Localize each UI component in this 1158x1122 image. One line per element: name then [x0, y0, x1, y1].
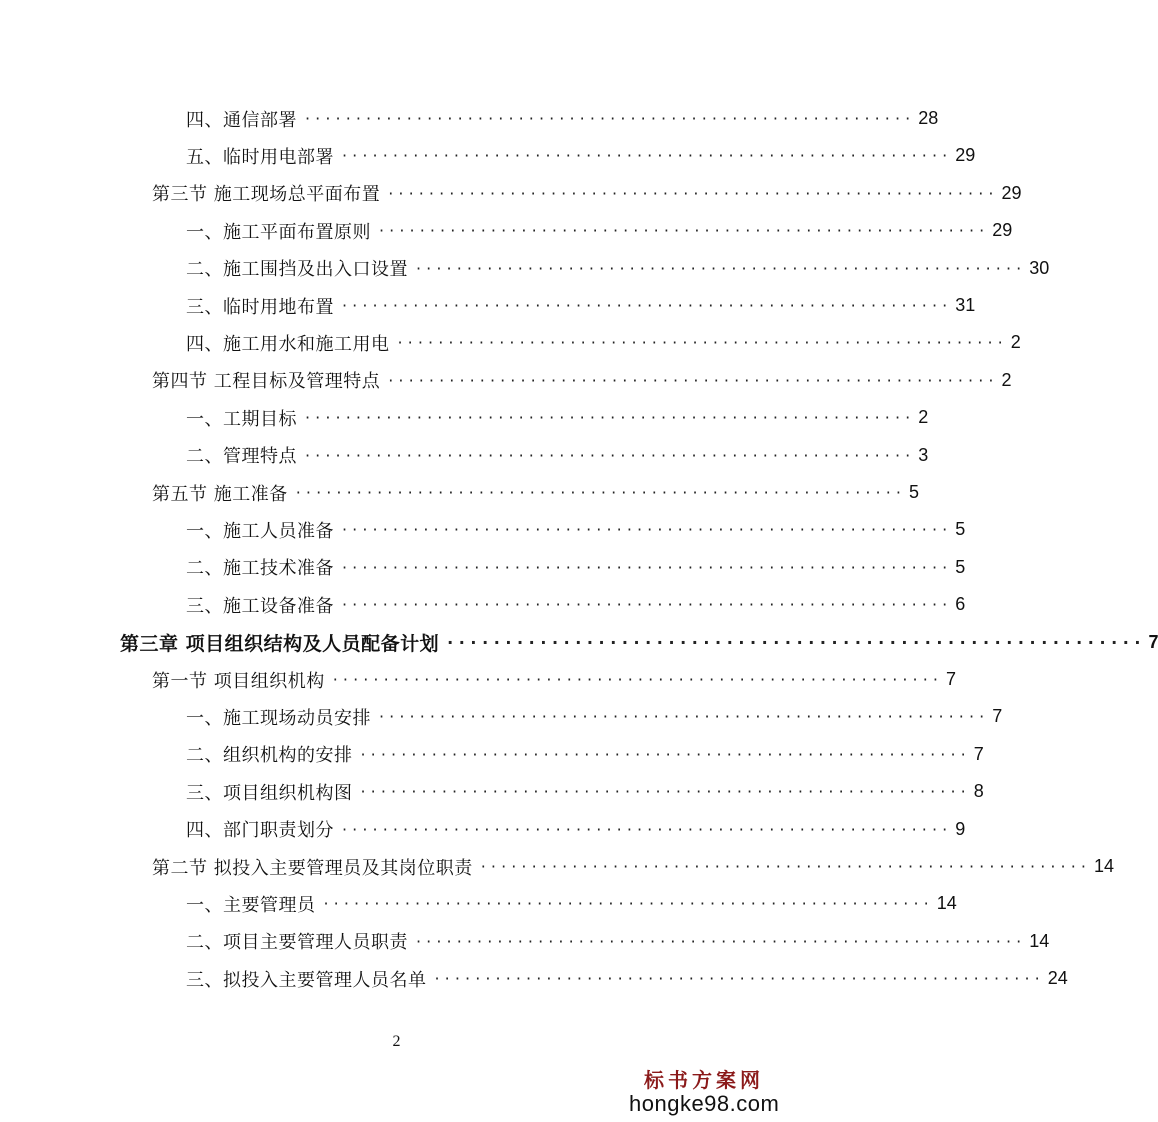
toc-entry-page: 7 — [973, 743, 984, 764]
toc-entry[interactable] — [152, 848, 1114, 885]
dot-leader: · · · · · · · · · · · · · · · · · · · · · · · · · · · · · · · · · · · · · · · · · · · · · · · · · · · · · · · · · · · · — [342, 819, 948, 839]
toc-entry[interactable] — [186, 324, 1021, 361]
toc-entry[interactable] — [152, 362, 1012, 399]
toc-entry[interactable] — [186, 885, 957, 922]
toc-entry[interactable] — [186, 287, 976, 324]
dot-leader: · · · · · · · · · · · · · · · · · · · · · · · · · · · · · · · · · · · · · · · · · · · · · · · · · · · · · · · · · · · · — [342, 557, 948, 577]
dot-leader: · · · · · · · · · · · · · · · · · · · · · · · · · · · · · · · · · · · · · · · · · · · · · · · · · · · · · · · · · · · · — [388, 183, 994, 203]
toc-entry[interactable] — [186, 511, 966, 548]
dot-leader: · · · · · · · · · · · · · · · · · · · · · · · · · · · · · · · · · · · · · · · · · · · · · · · · · · · · · · · · · · · · — [332, 670, 938, 689]
toc-entry[interactable] — [186, 399, 929, 436]
dot-leader: · · · · · · · · · · · · · · · · · · · · · · · · · · · · · · · · · · · · · · · · · · · · · · · · · · · · · · · · · · · · — [295, 483, 901, 502]
toc-entry-title: 一、施工人员准备 — [186, 520, 334, 542]
dot-leader: · · · · · · · · · · · · · · · · · · · · · · · · · · · · · · · · · · · · · · · · · · · · · · · · · · · · · · · · · · · · — [305, 445, 911, 465]
toc-entry[interactable] — [186, 736, 984, 773]
site-watermark — [629, 1068, 779, 1116]
toc-entry-title: 五、临时用电部署 — [186, 146, 334, 168]
toc-entry[interactable] — [186, 549, 966, 586]
dot-leader: · · · · · · · · · · · · · · · · · · · · · · · · · · · · · · · · · · · · · · · · · · · · · · · · · · · · · · · · · · · · — [379, 221, 985, 241]
toc-entry[interactable] — [186, 250, 1050, 287]
toc-entry[interactable] — [186, 811, 966, 848]
toc-entry[interactable] — [152, 175, 1022, 212]
toc-entry-page: 14 — [1029, 930, 1050, 951]
toc-entry-title: 四、施工用水和施工用电 — [186, 333, 390, 355]
toc-entry-page: 24 — [1047, 968, 1068, 989]
dot-leader: · · · · · · · · · · · · · · · · · · · · · · · · · · · · · · · · · · · · · · · · · · · · · · · · · · · · · · · · · · · · — [416, 931, 1022, 951]
toc-entry-page: 29 — [955, 145, 976, 166]
toc-entry-title: 第二节 拟投入主要管理员及其岗位职责 — [152, 857, 473, 879]
toc-entry-page: 30 — [1029, 257, 1050, 278]
toc-entry-title: 二、组织机构的安排 — [186, 745, 353, 767]
dot-leader: · · · · · · · · · · · · · · · · · · · · · · · · · · · · · · · · · · · · · · · · · · · · · · · · · · · · · · · · · · · · — [305, 408, 911, 428]
dot-leader: · · · · · · · · · · · · · · · · · · · · · · · · · · · · · · · · · · · · · · · · · · · · · · · · · · · · · · · · · · · · — [388, 370, 994, 390]
toc-entry[interactable] — [186, 960, 1068, 997]
dot-leader: · · · · · · · · · · · · · · · · · · · · · · · · · · · · · · · · · · · · · · · · · · · · · · · · · · · · · · · · · · · · — [342, 146, 948, 166]
toc-entry-page: 8 — [973, 781, 984, 802]
toc-entry-page: 5 — [955, 556, 966, 577]
toc-entry-page: 28 — [918, 108, 939, 128]
dot-leader: · · · · · · · · · · · · · · · · · · · · · · · · · · · · · · · · · · · · · · · · · · · · · · · · · · · · · · · · · · · · — [447, 632, 1141, 652]
toc-entry-title: 四、通信部署 — [186, 109, 297, 131]
toc-entry-title: 三、拟投入主要管理人员名单 — [186, 969, 427, 991]
watermark-title: 标书方案网 — [644, 1068, 764, 1092]
toc-entry-page: 29 — [1001, 182, 1022, 203]
toc-entry[interactable] — [186, 137, 976, 174]
toc-entry-title: 第五节 施工准备 — [152, 483, 288, 505]
toc-entry-page: 6 — [955, 594, 966, 615]
dot-leader: · · · · · · · · · · · · · · · · · · · · · · · · · · · · · · · · · · · · · · · · · · · · · · · · · · · · · · · · · · · · — [305, 109, 911, 128]
toc-entry-page: 14 — [936, 893, 957, 914]
toc-entry-title: 一、施工现场动员安排 — [186, 707, 371, 729]
toc-entry[interactable] — [120, 624, 1158, 661]
toc-entry-page: 5 — [955, 519, 966, 540]
dot-leader: · · · · · · · · · · · · · · · · · · · · · · · · · · · · · · · · · · · · · · · · · · · · · · · · · · · · · · · · · · · · — [360, 744, 966, 764]
toc-entry-page: 7 — [945, 669, 956, 689]
toc-entry-title: 一、工期目标 — [186, 408, 297, 430]
toc-entry[interactable] — [186, 100, 939, 137]
dot-leader: · · · · · · · · · · · · · · · · · · · · · · · · · · · · · · · · · · · · · · · · · · · · · · · · · · · · · · · · · · · · — [342, 520, 948, 540]
toc-entry-page: 3 — [918, 444, 929, 465]
toc-entry[interactable] — [152, 474, 919, 511]
toc-entry-title: 三、施工设备准备 — [186, 595, 334, 617]
toc-entry-title: 第四节 工程目标及管理特点 — [152, 371, 381, 393]
watermark-url: hongke98.com — [629, 1091, 780, 1116]
toc-entry-page: 5 — [908, 482, 919, 502]
toc-entry-title: 第一节 项目组织机构 — [152, 670, 325, 692]
toc-entry-title: 三、项目组织机构图 — [186, 782, 353, 804]
toc-entry-page: 2 — [1001, 369, 1012, 390]
toc-entry-title: 二、施工围挡及出入口设置 — [186, 259, 408, 281]
toc-entry-title: 二、项目主要管理人员职责 — [186, 932, 408, 954]
dot-leader: · · · · · · · · · · · · · · · · · · · · · · · · · · · · · · · · · · · · · · · · · · · · · · · · · · · · · · · · · · · · — [480, 857, 1086, 876]
toc-entry[interactable] — [186, 773, 984, 810]
toc-entry-page: 2 — [1010, 332, 1021, 353]
toc-entry-page: 29 — [992, 220, 1013, 241]
toc-entry-page: 7 — [1148, 631, 1158, 652]
dot-leader: · · · · · · · · · · · · · · · · · · · · · · · · · · · · · · · · · · · · · · · · · · · · · · · · · · · · · · · · · · · · — [342, 595, 948, 615]
toc-entry[interactable] — [186, 698, 1003, 735]
dot-leader: · · · · · · · · · · · · · · · · · · · · · · · · · · · · · · · · · · · · · · · · · · · · · · · · · · · · · · · · · · · · — [342, 296, 948, 315]
toc-entry-title: 一、主要管理员 — [186, 894, 316, 916]
dot-leader: · · · · · · · · · · · · · · · · · · · · · · · · · · · · · · · · · · · · · · · · · · · · · · · · · · · · · · · · · · · · — [397, 333, 1003, 353]
toc-entry-title: 四、部门职责划分 — [186, 820, 334, 842]
toc-entry[interactable] — [186, 212, 1013, 249]
toc-entry[interactable] — [152, 661, 956, 698]
toc-entry-page: 7 — [992, 706, 1003, 727]
toc-entry-title: 二、施工技术准备 — [186, 558, 334, 580]
toc-entry-title: 第三节 施工现场总平面布置 — [152, 184, 381, 206]
dot-leader: · · · · · · · · · · · · · · · · · · · · · · · · · · · · · · · · · · · · · · · · · · · · · · · · · · · · · · · · · · · · — [323, 894, 929, 914]
dot-leader: · · · · · · · · · · · · · · · · · · · · · · · · · · · · · · · · · · · · · · · · · · · · · · · · · · · · · · · · · · · · — [379, 707, 985, 727]
toc-entry-page: 2 — [918, 407, 929, 428]
dot-leader: · · · · · · · · · · · · · · · · · · · · · · · · · · · · · · · · · · · · · · · · · · · · · · · · · · · · · · · · · · · · — [416, 258, 1022, 278]
dot-leader: · · · · · · · · · · · · · · · · · · · · · · · · · · · · · · · · · · · · · · · · · · · · · · · · · · · · · · · · · · · · — [360, 782, 966, 802]
toc-entry-page: 14 — [1093, 856, 1114, 876]
page-number: 2 — [392, 1033, 401, 1050]
toc-entry[interactable] — [186, 437, 929, 474]
toc-entry-title: 二、管理特点 — [186, 446, 297, 468]
toc-entry-title: 一、施工平面布置原则 — [186, 221, 371, 243]
dot-leader: · · · · · · · · · · · · · · · · · · · · · · · · · · · · · · · · · · · · · · · · · · · · · · · · · · · · · · · · · · · · — [434, 969, 1040, 989]
toc-entry-page: 9 — [955, 818, 966, 839]
toc-entry[interactable] — [186, 923, 1050, 960]
toc-entry[interactable] — [186, 586, 966, 623]
toc-entry-title: 三、临时用地布置 — [186, 296, 334, 318]
toc-entry-title: 第三章 项目组织结构及人员配备计划 — [120, 632, 440, 655]
toc-entry-page: 31 — [955, 295, 976, 315]
